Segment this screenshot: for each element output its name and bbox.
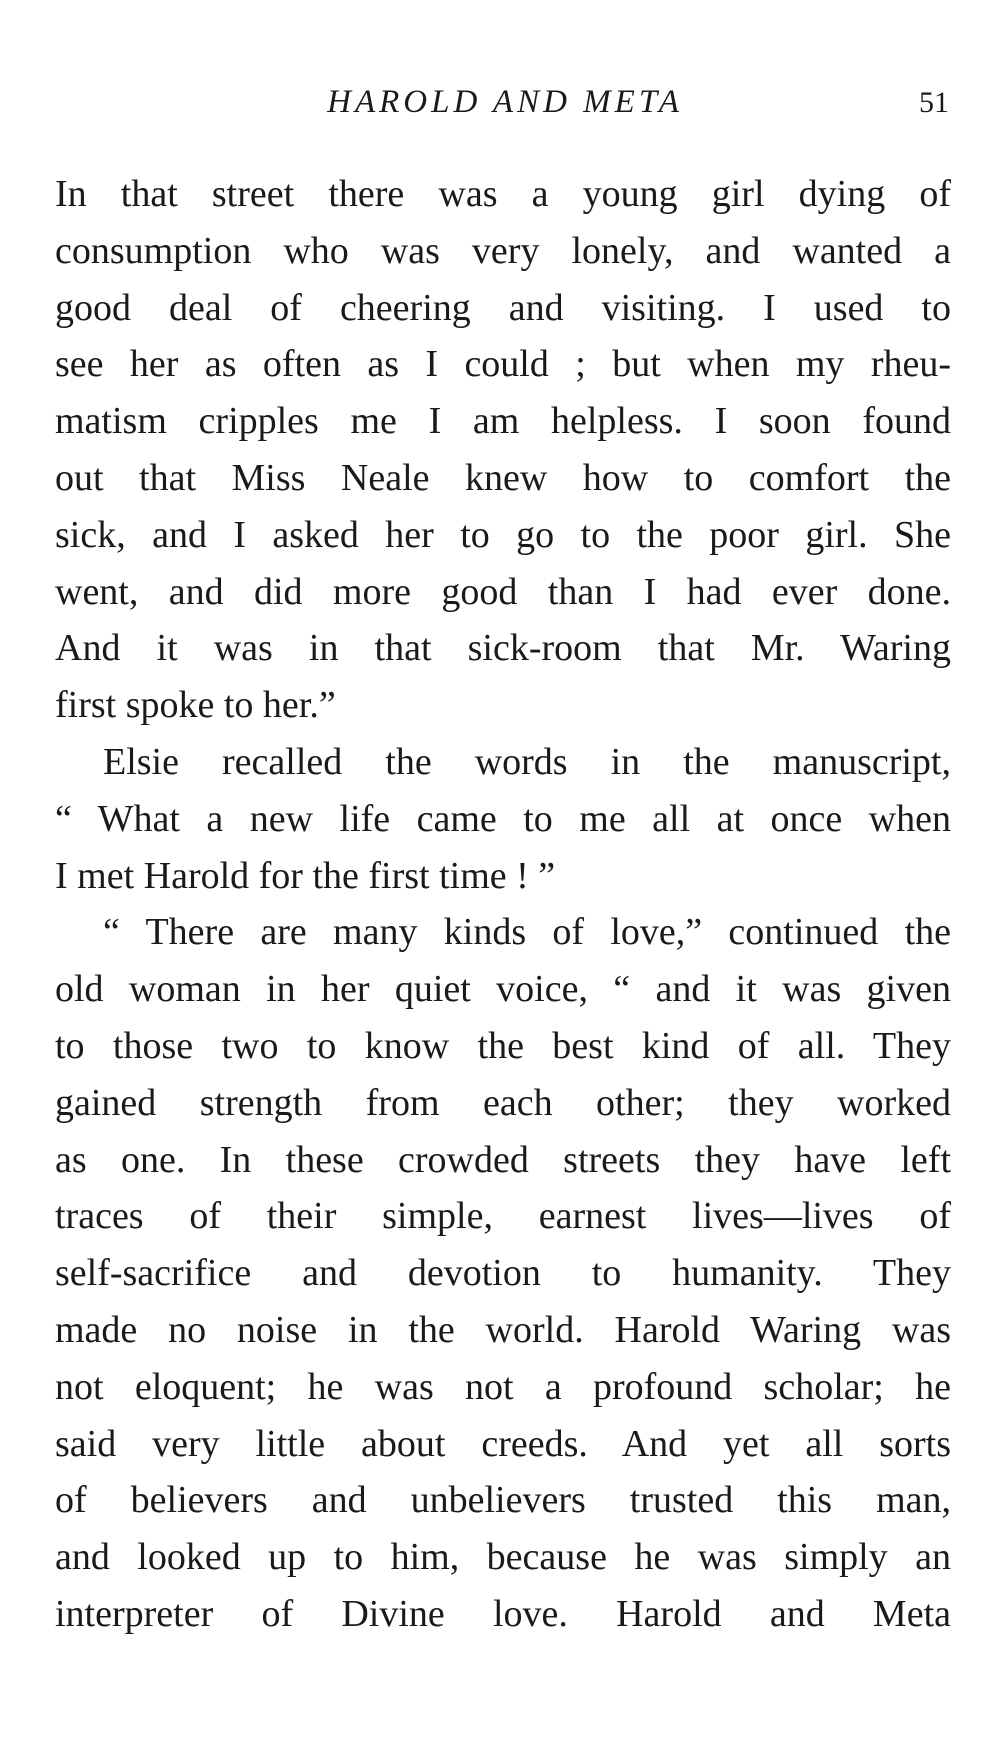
text-line: good deal of cheering and visiting. I used to <box>55 286 951 329</box>
text-line: said very little about creeds. And yet all sorts <box>55 1422 951 1465</box>
text-line: sick, and I asked her to go to the poor girl. She <box>55 513 951 556</box>
text-line: not eloquent; he was not a profound scholar; he <box>55 1365 951 1408</box>
running-head <box>55 84 955 134</box>
text-line: traces of their simple, earnest lives—lives of <box>55 1195 951 1238</box>
text-line: interpreter of Divine love. Harold and Meta <box>55 1592 951 1635</box>
text-line: as one. In these crowded streets they have left <box>55 1138 951 1181</box>
text-line: consumption who was very lonely, and wanted a <box>55 229 951 272</box>
text-line: “ There are many kinds of love,” continued the <box>103 911 951 954</box>
text-line: I met Harold for the first time ! ” <box>55 854 556 897</box>
text-line: went, and did more good than I had ever done. <box>55 570 951 613</box>
text-line: first spoke to her.” <box>55 684 336 727</box>
text-line: old woman in her quiet voice, “ and it was given <box>55 968 951 1011</box>
page-number: 51 <box>919 86 949 119</box>
text-line: and looked up to him, because he was simply an <box>55 1536 951 1579</box>
text-line: to those two to know the best kind of all. They <box>55 1024 951 1067</box>
text-line: self-sacrifice and devotion to humanity. They <box>55 1252 951 1295</box>
text-line: Elsie recalled the words in the manuscript, <box>103 740 951 783</box>
text-line: And it was in that sick-room that Mr. Waring <box>55 627 951 670</box>
text-line: “ What a new life came to me all at once when <box>55 797 951 840</box>
body-text <box>55 166 951 1643</box>
text-line: see her as often as I could ; but when my rheu- <box>55 343 951 386</box>
text-line: of believers and unbelievers trusted this man, <box>55 1479 951 1522</box>
text-line: matism cripples me I am helpless. I soon found <box>55 400 951 443</box>
text-line: made no noise in the world. Harold Waring was <box>55 1308 951 1351</box>
text-line: gained strength from each other; they worked <box>55 1081 951 1124</box>
text-line: out that Miss Neale knew how to comfort the <box>55 456 951 499</box>
running-title: HAROLD AND META <box>327 84 683 120</box>
text-line: In that street there was a young girl dying of <box>55 173 951 215</box>
